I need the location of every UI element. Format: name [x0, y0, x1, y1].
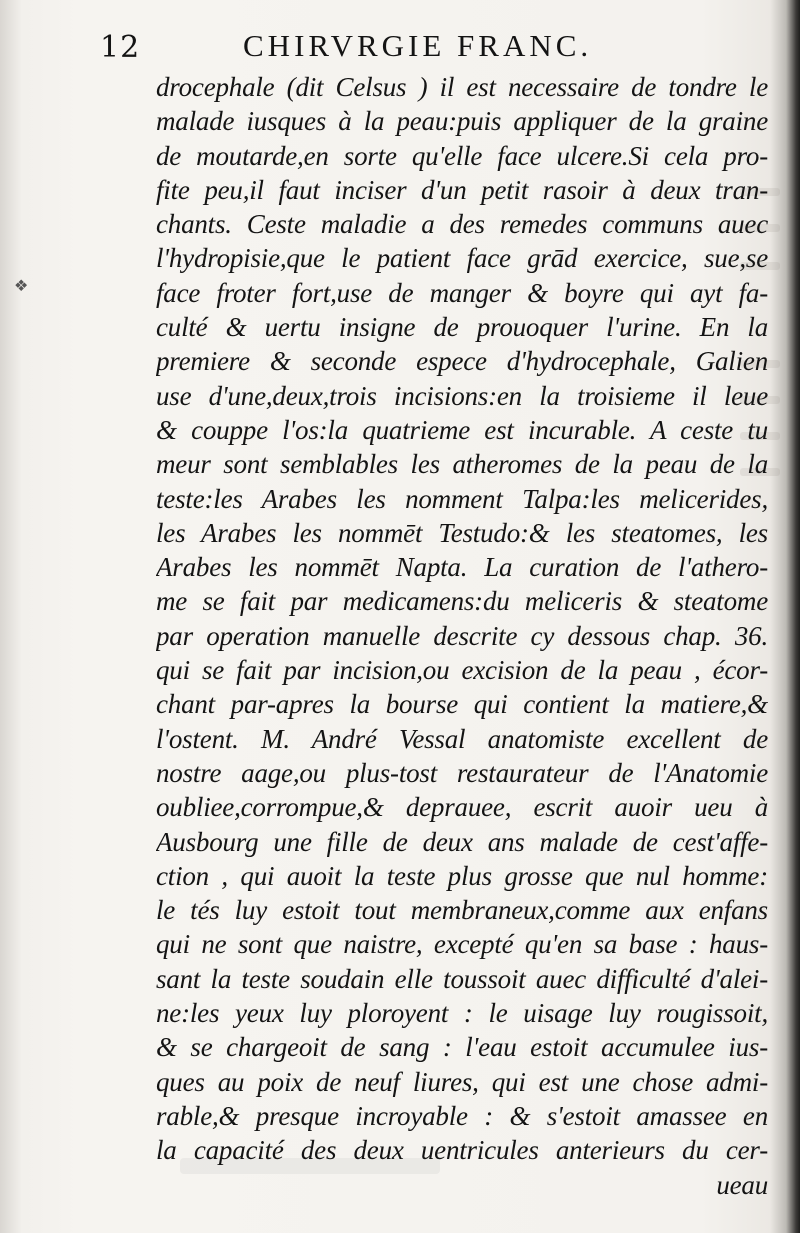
- text-line: ueau: [716, 1169, 768, 1200]
- text-line: chant par-apres la bourse qui contient la matiere,&: [156, 689, 768, 720]
- text-line: face froter fort,use de manger & boyre qui ayt fa-: [156, 277, 768, 308]
- text-line: les Arabes les nommēt Testudo:& les steatomes, les: [156, 517, 768, 548]
- text-line: l'hydropisie,que le patient face grād exercice, sue,se: [156, 243, 768, 274]
- text-line: la capacité des deux uentricules anterieurs du cer-: [156, 1135, 768, 1166]
- text-line: fite peu,il faut inciser d'un petit rasoir à deux tran-: [156, 174, 768, 205]
- text-line: qui se fait par incision,ou excision de la peau , écor-: [156, 655, 768, 686]
- text-line: teste:les Arabes les nomment Talpa:les melicerides,: [156, 483, 768, 514]
- text-line: ne:les yeux luy ploroyent : le uisage luy rougissoit,: [156, 998, 768, 1029]
- text-line: Arabes les nommēt Napta. La curation de l'athero-: [156, 552, 768, 583]
- text-line: rable,& presque incroyable : & s'estoit amassee en: [156, 1100, 768, 1131]
- text-line: meur sont semblables les atheromes de la peau de la: [156, 449, 768, 480]
- text-line: le tés luy estoit tout membraneux,comme aux enfans: [156, 895, 768, 926]
- text-line: nostre aage,ou plus-tost restaurateur de l'Anatomie: [156, 757, 768, 788]
- text-line: sant la teste soudain elle toussoit auec difficulté d'alei-: [156, 963, 768, 994]
- text-line: & se chargeoit de sang : l'eau estoit accumulee ius-: [156, 1032, 768, 1063]
- text-line: Ausbourg une fille de deux ans malade de cest'affe-: [156, 826, 768, 857]
- text-line: par operation manuelle descrite cy dessous chap. 36.: [156, 620, 768, 651]
- text-line: chants. Ceste maladie a des remedes communs auec: [156, 209, 768, 240]
- text-line: premiere & seconde espece d'hydrocephale, Galien: [156, 346, 768, 377]
- text-line: ques au poix de neuf liures, qui est une chose admi-: [156, 1066, 768, 1097]
- running-head: CHIRVRGIE FRANC.: [243, 28, 593, 63]
- text-line: culté & uertu insigne de prouoquer l'urine. En la: [156, 312, 768, 343]
- text-line: qui ne sont que naistre, excepté qu'en sa base : haus-: [156, 929, 768, 960]
- text-line: use d'une,deux,trois incisions:en la troisieme il leue: [156, 380, 768, 411]
- text-line: me se fait par medicamens:du meliceris & steatome: [156, 586, 768, 617]
- page-header: [0, 26, 800, 68]
- text-line: oubliee,corrompue,& deprauee, escrit auoir ueu à: [156, 792, 768, 823]
- text-line: ction , qui auoit la teste plus grosse que nul homme:: [156, 860, 768, 891]
- text-line: de moutarde,en sorte qu'elle face ulcere.Si cela pro-: [156, 140, 768, 171]
- margin-ornament-icon: ❖: [14, 276, 29, 295]
- text-line: drocephale (dit Celsus ) il est necessaire de tondre le: [156, 72, 768, 102]
- page-number: 12: [100, 30, 141, 65]
- text-line: l'ostent. M. André Vessal anatomiste excellent de: [156, 723, 768, 754]
- body-text: [156, 70, 768, 1202]
- text-line: malade iusques à la peau:puis appliquer de la graine: [156, 106, 768, 137]
- text-line: & couppe l'os:la quatrieme est incurable. A ceste tu: [156, 414, 768, 445]
